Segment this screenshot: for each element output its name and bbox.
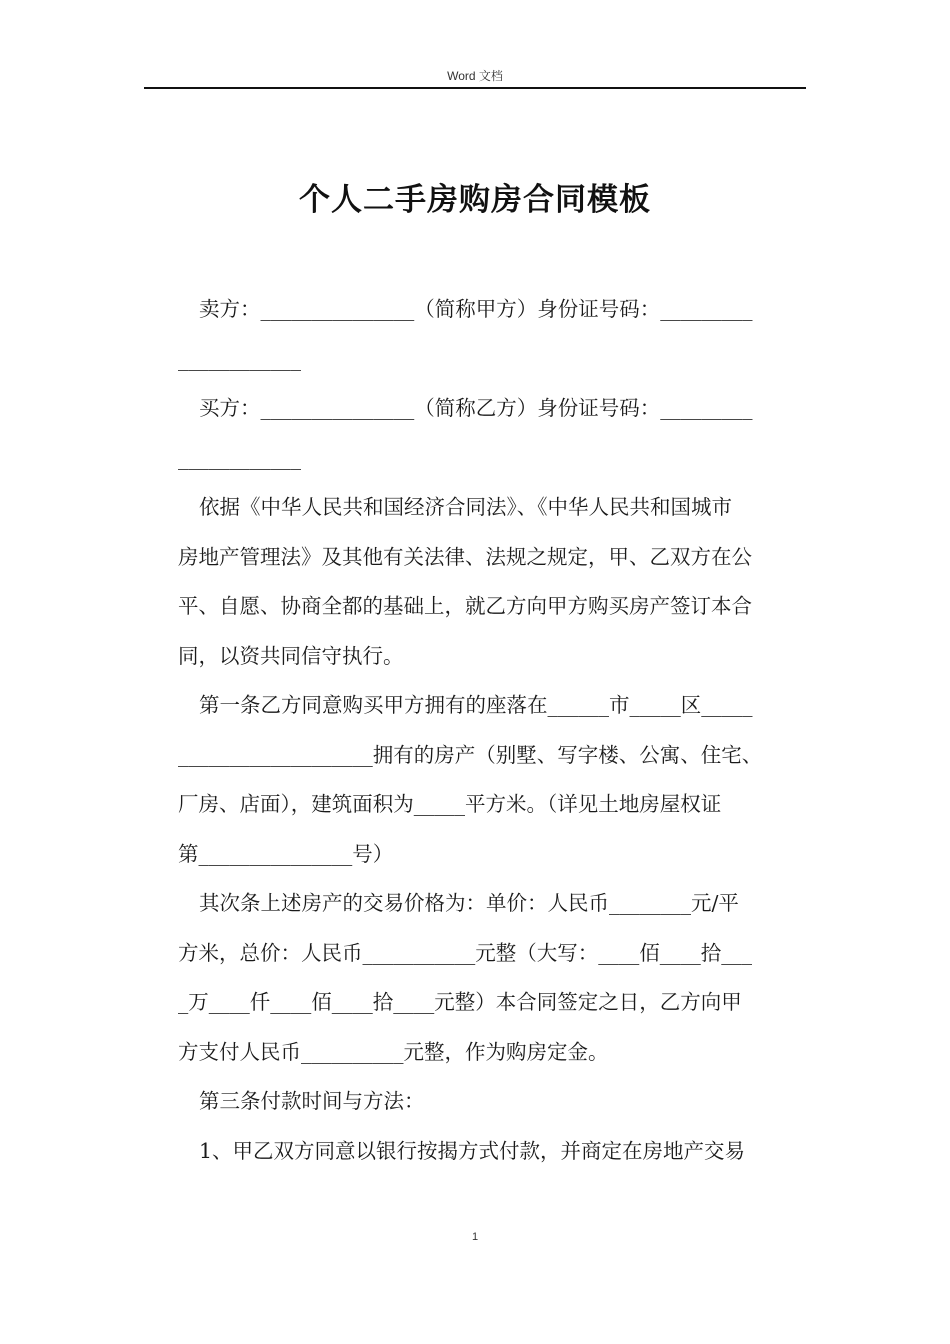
paragraph-line: 平、自愿、协商全都的基础上，就乙方向甲方购买房产签订本合 <box>178 594 752 618</box>
article-one-paragraph <box>178 681 804 879</box>
paragraph-line: 第_______________号） <box>178 841 394 866</box>
paragraph-line: ____________ <box>178 346 301 371</box>
paragraph-line: 买方：_______________（简称乙方）身份证号码：_________ <box>199 396 753 420</box>
paragraph-line: 卖方：_______________（简称甲方）身份证号码：_________ <box>199 297 753 321</box>
document-body <box>178 285 804 1176</box>
paragraph-line: ___________________拥有的房产（别墅、写字楼、公寓、住宅、 <box>178 742 763 767</box>
paragraph-line: 房地产管理法》及其他有关法律、法规之规定，甲、乙双方在公 <box>178 544 752 569</box>
buyer-paragraph <box>178 384 804 483</box>
article-three-item-1 <box>178 1127 804 1177</box>
paragraph-line: 方支付人民币__________元整，作为购房定金。 <box>178 1039 609 1064</box>
document-title: 个人二手房购房合同模板 <box>299 181 651 218</box>
paragraph-line: 1、甲乙双方同意以银行按揭方式付款，并商定在房地产交易 <box>199 1138 746 1163</box>
paragraph-line: 其次条上述房产的交易价格为：单价：人民币________元/平 <box>199 891 739 915</box>
paragraph-line: 第一条乙方同意购买甲方拥有的座落在______市_____区_____ <box>199 693 753 717</box>
article-three-heading <box>178 1077 804 1127</box>
paragraph-line: _万____仟____佰____拾____元整）本合同签定之日，乙方向甲 <box>178 990 742 1014</box>
page-number: 1 <box>471 1231 479 1243</box>
seller-paragraph <box>178 285 804 384</box>
page-header: Word 文档 <box>447 69 503 83</box>
paragraph-line: 同，以资共同信守执行。 <box>178 643 404 668</box>
paragraph-line: 第三条付款时间与方法： <box>199 1089 425 1113</box>
paragraph-line: 依据《中华人民共和国经济合同法》、《中华人民共和国城市 <box>199 495 732 519</box>
legal-basis-paragraph <box>178 483 804 681</box>
header-divider <box>144 87 806 89</box>
paragraph-line: 方米，总价：人民币___________元整（大写：____佰____拾___ <box>178 940 752 965</box>
paragraph-line: 厂房、店面），建筑面积为_____平方米。（详见土地房屋权证 <box>178 792 722 816</box>
article-two-paragraph <box>178 879 804 1077</box>
paragraph-line: ____________ <box>178 445 301 470</box>
